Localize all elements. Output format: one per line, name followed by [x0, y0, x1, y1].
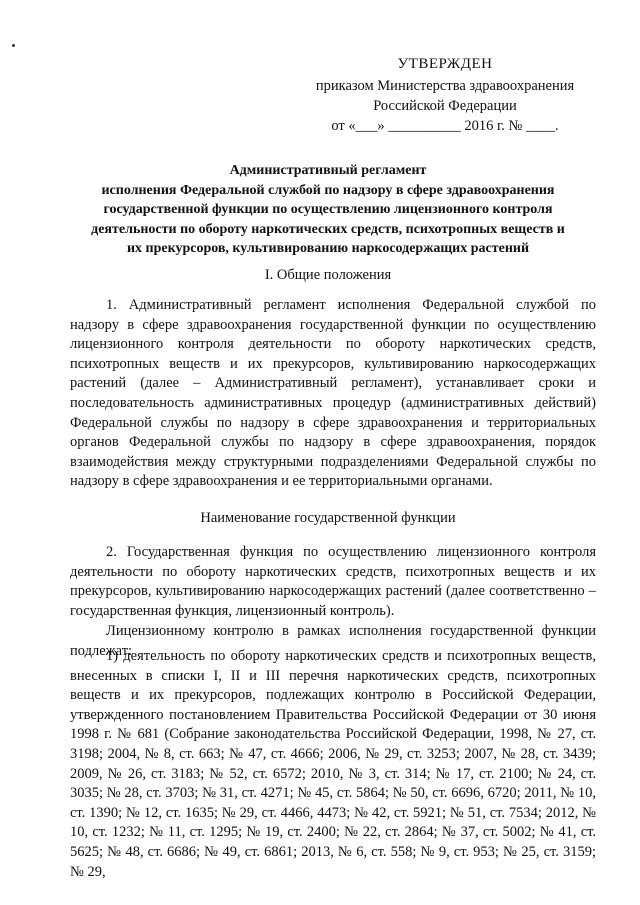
section-heading-function-name: Наименование государственной функции [200, 510, 456, 526]
title-line-2: исполнения Федеральной службой по надзору в сфере здравоохранения [101, 182, 555, 198]
approval-country-line: Российской Федерации [373, 98, 517, 114]
paragraph-4: 1) деятельность по обороту наркотических средств и психотропных веществ, внесенных в списки I, II и III перечня наркотических средств, психотропных веществ и их прекурсоров, подлежащих контролю в Российской Федерации, утвержденного постановлением Правительства Российской Федерации от 30 июня 1998 г. № 681 (Собрание законодательства Российской Федерации, 1998, № 27, ст. 3198; 2004, № 8, ст. 663; № 47, ст. 4666; 2006, № 29, ст. 3253; 2007, № 28, ст. 3439; 2009, № 26, ст. 3183; № 52, ст. 6572; 2010, № 3, ст. 314; № 17, ст. 2100; № 24, ст. 3035; № 28, ст. 3703; № 31, ст. 4271; № 45, ст. 5864; № 50, ст. 6696, 6720; 2011, № 10, ст. 1390; № 12, ст. 1635; № 29, ст. 4466, 4473; № 42, ст. 5921; № 51, ст. 7534; 2012, № 10, ст. 1232; № 11, ст. 1295; № 19, ст. 2400; № 22, ст. 2864; № 37, ст. 5002; № 41, ст. 5625; № 48, ст. 6686; № 49, ст. 6861; 2013, № 6, ст. 558; № 9, ст. 953; № 25, ст. 3159; № 29, [70, 648, 596, 880]
paragraph-1: 1. Административный регламент исполнения Федеральной службой по надзору в сфере здравоохранения государственной функции по осуществлению лицензионного контроля деятельности по обороту наркотических средств, психотропных веществ и их прекурсоров, культивированию наркосодержащих растений (далее – Административный регламент), устанавливает сроки и последовательность административных процедур (административных действий) Федеральной службы по надзору в сфере здравоохранения и территориальных органов Федеральной службы по надзору в сфере здравоохранения, порядок взаимодействия между структурными подразделениями Федеральной службы по надзору в сфере здравоохранения и ее территориальными органами. [70, 297, 596, 490]
approval-stamp: УТВЕРЖДЕН [397, 56, 493, 72]
title-line-3: государственной функции по осуществлению лицензионного контроля [103, 202, 553, 217]
approval-order-line: приказом Министерства здравоохранения [315, 78, 575, 94]
title-line-5: их прекурсоров, культивированию наркосодержащих растений [126, 241, 530, 256]
title-line-1: Административный регламент [229, 163, 427, 178]
paragraph-3: Лицензионному контролю в рамках исполнения государственной функции подлежат: [70, 623, 596, 659]
approval-block [290, 54, 600, 136]
scan-dot [12, 44, 15, 47]
paragraph-2: 2. Государственная функция по осуществлению лицензионного контроля деятельности по обороту наркотических средств, психотропных веществ и их прекурсоров, культивированию наркосодержащих растений (далее соответственно – государственная функция, лицензионный контроль). [70, 544, 596, 619]
approval-date-line: от «___» __________ 2016 г. № ____. [331, 118, 559, 134]
document-title [62, 161, 594, 259]
title-line-4: деятельности по обороту наркотических средств, психотропных веществ и [91, 221, 565, 237]
section-heading-general: I. Общие положения [264, 267, 392, 283]
